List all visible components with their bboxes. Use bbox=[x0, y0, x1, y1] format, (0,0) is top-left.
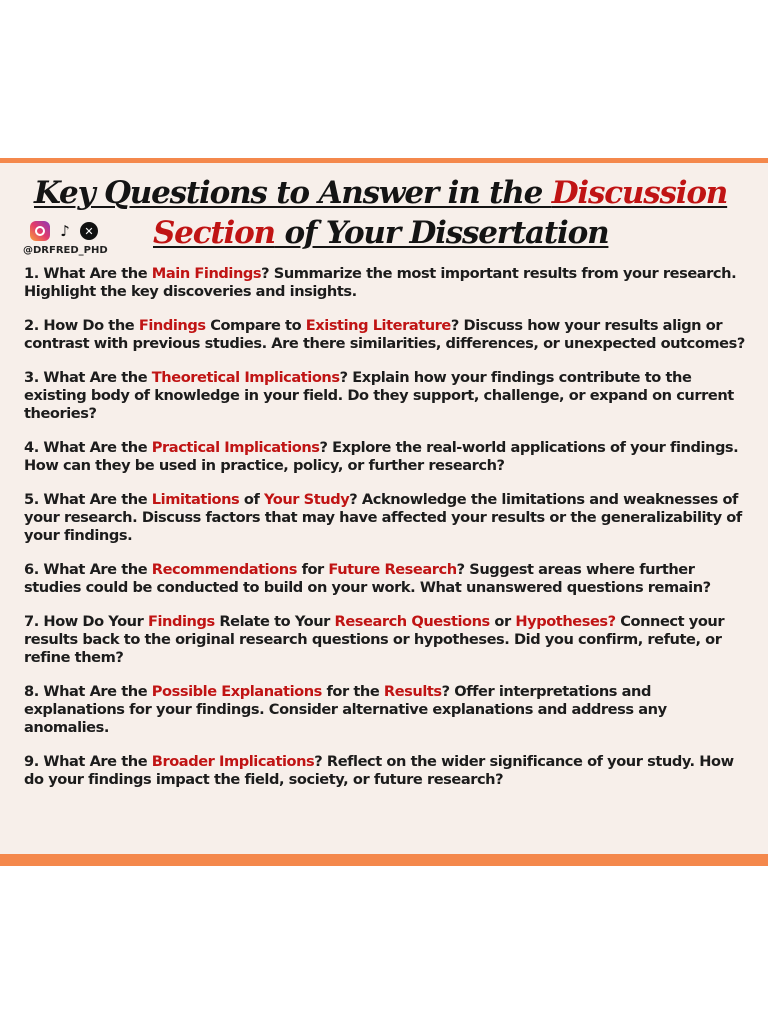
question-keyword: Findings bbox=[147, 613, 215, 630]
question-item-3 bbox=[24, 369, 754, 423]
question-text: for the bbox=[321, 683, 384, 700]
title-line-1 bbox=[34, 173, 768, 213]
question-item-8 bbox=[24, 683, 754, 737]
question-keyword: Main Findings bbox=[151, 265, 262, 282]
question-text: ? Explain how your findings contribute to the existing body of knowledge in your field. Do they support, challenge, or expand on current theories? bbox=[24, 369, 734, 422]
question-keyword: Future Research bbox=[328, 561, 457, 578]
title-highlight-discussion: Discussion bbox=[551, 175, 728, 211]
question-text: 5. What Are the bbox=[24, 491, 152, 508]
question-text: Connect your results back to the original research questions or hypotheses. Did you confirm, refute, or refine them? bbox=[24, 613, 725, 666]
social-icons bbox=[30, 221, 98, 241]
question-item-7 bbox=[24, 613, 754, 667]
question-text: of bbox=[239, 491, 265, 508]
question-item-4 bbox=[24, 439, 754, 475]
question-keyword: Results bbox=[383, 683, 442, 700]
tiktok-icon[interactable]: ♪ bbox=[60, 222, 70, 240]
question-text: 2. How Do the bbox=[24, 317, 139, 334]
question-keyword: Your Study bbox=[264, 491, 350, 508]
question-keyword: Theoretical Implications bbox=[151, 369, 340, 386]
question-list bbox=[24, 265, 754, 805]
question-text: ? Acknowledge the limitations and weaknesses of your research. Discuss factors that may have affected your results or the generalizability of your findings. bbox=[24, 491, 742, 544]
question-text: for bbox=[296, 561, 329, 578]
question-item-6 bbox=[24, 561, 754, 597]
x-icon[interactable]: ✕ bbox=[80, 222, 98, 240]
question-text: or bbox=[489, 613, 516, 630]
question-text: 1. What Are the bbox=[24, 265, 152, 282]
question-text: ? Discuss how your results align or contrast with previous studies. Are there similarities, differences, or unexpected outcomes? bbox=[24, 317, 745, 352]
question-item-9 bbox=[24, 753, 754, 789]
question-text: ? Reflect on the wider significance of your study. How do your findings impact the field, society, or future research? bbox=[24, 753, 734, 788]
question-text: ? Suggest areas where further studies could be conducted to build on your work. What unanswered questions remain? bbox=[24, 561, 711, 596]
question-text: ? Offer interpretations and explanations for your findings. Consider alternative explanations and address any anomalies. bbox=[24, 683, 667, 736]
question-item-5 bbox=[24, 491, 754, 545]
question-item-2 bbox=[24, 317, 754, 353]
question-text: ? Summarize the most important results from your research. Highlight the key discoveries and insights. bbox=[24, 265, 737, 300]
infographic-card bbox=[0, 158, 768, 866]
question-keyword: Broader Implications bbox=[151, 753, 315, 770]
question-keyword: Findings bbox=[138, 317, 206, 334]
title-line-2 bbox=[153, 213, 768, 253]
question-text: 9. What Are the bbox=[24, 753, 152, 770]
question-keyword: Existing Literature bbox=[305, 317, 451, 334]
question-text: Relate to Your bbox=[214, 613, 335, 630]
question-text: ? Explore the real-world applications of your findings. How can they be used in practice, policy, or further research? bbox=[24, 439, 739, 474]
social-handle: @DRFRED_PHD bbox=[23, 245, 108, 256]
question-text: 4. What Are the bbox=[24, 439, 152, 456]
instagram-icon[interactable] bbox=[30, 221, 50, 241]
question-keyword: Research Questions bbox=[334, 613, 490, 630]
title-highlight-section: Section bbox=[153, 215, 275, 251]
title-prefix: Key Questions to Answer in the bbox=[34, 175, 552, 211]
question-keyword: Recommendations bbox=[151, 561, 297, 578]
question-text: 3. What Are the bbox=[24, 369, 152, 386]
question-text: Compare to bbox=[205, 317, 306, 334]
question-keyword: Limitations bbox=[151, 491, 240, 508]
question-keyword: Practical Implications bbox=[151, 439, 320, 456]
question-text: 6. What Are the bbox=[24, 561, 152, 578]
question-keyword: Possible Explanations bbox=[151, 683, 322, 700]
question-keyword: Hypotheses? bbox=[515, 613, 616, 630]
question-text: 7. How Do Your bbox=[24, 613, 148, 630]
title-suffix: of Your Dissertation bbox=[274, 215, 609, 251]
question-text: 8. What Are the bbox=[24, 683, 152, 700]
question-item-1 bbox=[24, 265, 754, 301]
